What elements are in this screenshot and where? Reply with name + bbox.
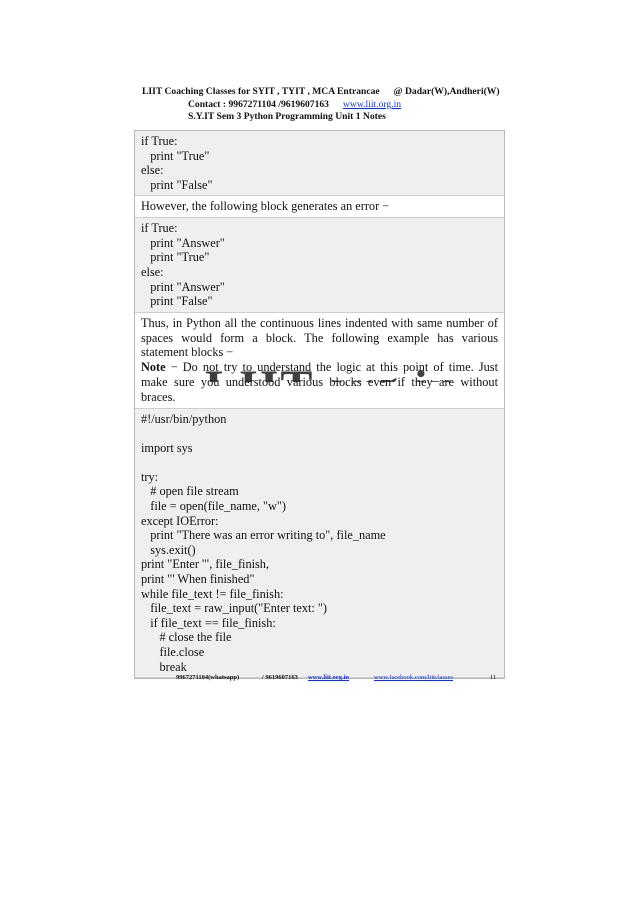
code-line: file = open(file_name, "w") <box>141 499 287 514</box>
code-line <box>141 455 498 470</box>
header-course: S.Y.IT Sem 3 Python Programming Unit 1 Notes <box>188 111 386 122</box>
code-line: print "Answer" <box>141 235 225 250</box>
code-line: # open file stream <box>141 484 239 499</box>
notes-content-box <box>134 130 505 679</box>
code-line: while file_text != file_finish: <box>141 586 284 601</box>
code-line: print "There was an error writing to", file_name <box>141 528 386 543</box>
header-title: LIIT Coaching Classes for SYIT , TYIT , MCA Entrancae <box>142 86 380 97</box>
note-paragraph <box>141 360 498 404</box>
code-line: break <box>141 659 187 674</box>
code-line: file_text = raw_input("Enter text: ") <box>141 601 328 616</box>
code-line: print "Answer" <box>141 279 225 294</box>
header-location: @ Dadar(W),Andheri(W) <box>393 86 500 97</box>
code-line: file.close <box>141 645 205 660</box>
code-block-3 <box>135 409 504 679</box>
code-line: if True: <box>141 134 178 148</box>
footer-website-link[interactable]: www.liit.org.in <box>308 674 349 681</box>
code-line: print "' When finished" <box>141 572 255 587</box>
code-line: #!/usr/bin/python <box>141 411 227 426</box>
code-line: print "False" <box>141 177 213 192</box>
code-block-2 <box>135 218 504 313</box>
text-block-error-note <box>135 196 504 218</box>
code-line: if True: <box>141 221 178 236</box>
code-line: print "Enter '", file_finish, <box>141 557 270 572</box>
footer-facebook-link[interactable]: www.facebook.com/liitclasses <box>374 674 453 681</box>
header-contact: Contact : 9967271104 /9619607163 <box>188 99 329 110</box>
code-line <box>141 426 498 441</box>
code-block-1 <box>135 131 504 196</box>
page-number: 11 <box>490 674 497 681</box>
code-line: sys.exit() <box>141 542 196 557</box>
text-block-explanation <box>135 313 504 409</box>
header-contact-line <box>188 99 401 110</box>
code-line: else: <box>141 163 164 178</box>
code-line: try: <box>141 469 159 484</box>
footer-phone-2: / 9619607163 <box>262 674 298 681</box>
code-line: except IOError: <box>141 513 219 528</box>
error-note-text: However, the following block generates an error − <box>141 199 390 214</box>
code-line: else: <box>141 264 164 279</box>
note-text: − Do not try to understand the logic at this point of time. Just make sure you understood various blocks even if they are without braces. <box>141 360 498 404</box>
explanation-paragraph: Thus, in Python all the continuous lines indented with same number of spaces would form a block. The following example has various statement blocks − <box>141 315 498 360</box>
code-line: print "True" <box>141 250 210 265</box>
code-line: import sys <box>141 440 193 455</box>
code-line: print "True" <box>141 148 210 163</box>
header-website-link[interactable]: www.liit.org.in <box>342 99 402 110</box>
code-line: print "False" <box>141 294 213 309</box>
footer-phone-whatsapp: 9967271104(whatsapp) <box>176 674 240 681</box>
code-line: if file_text == file_finish: <box>141 615 276 630</box>
code-line: # close the file <box>141 630 232 645</box>
note-label: Note <box>141 360 166 375</box>
header-title-line <box>142 86 500 97</box>
